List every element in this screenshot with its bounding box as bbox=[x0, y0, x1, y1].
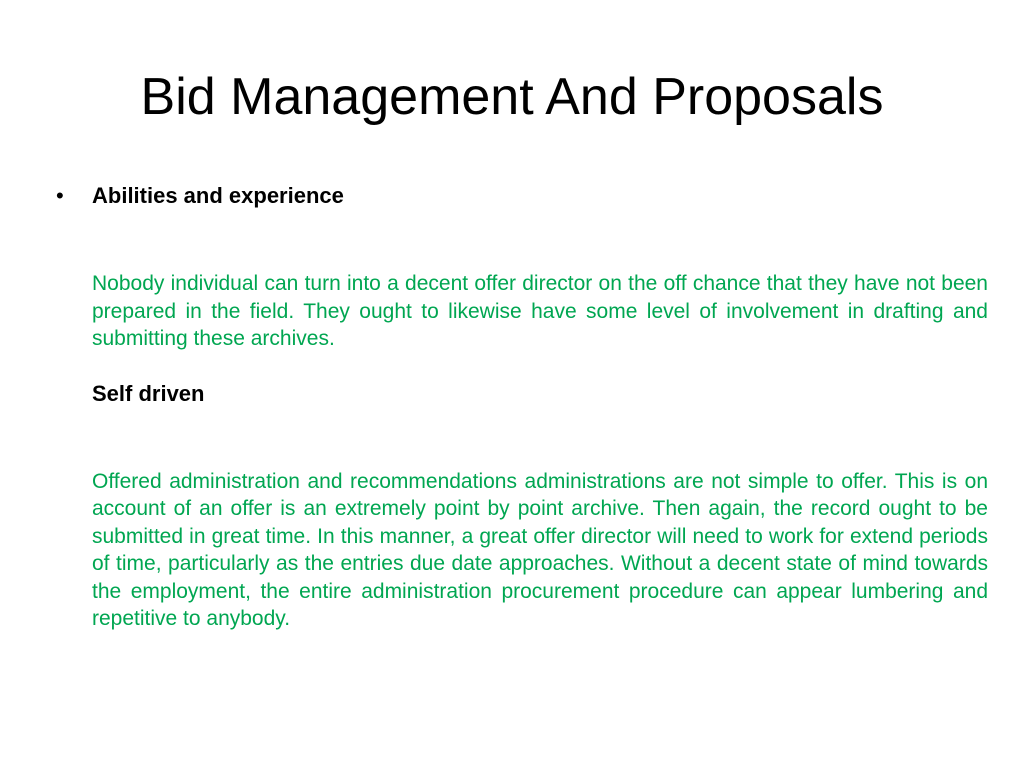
bullet-item bbox=[56, 182, 988, 633]
section-heading-self-driven: Self driven bbox=[92, 380, 205, 406]
section-paragraph-abilities: Nobody individual can turn into a decent offer director on the off chance that they have not been prepared in the field. They ought to likewise have some level of involvement in drafting and submitting these archives. bbox=[92, 272, 988, 350]
section-heading-abilities: Abilities and experience bbox=[92, 183, 344, 208]
section-paragraph-self-driven: Offered administration and recommendations administrations are not simple to offer. This is on account of an offer is an extremely point by point archive. Then again, the record ought to be submitted in great time. In this manner, a great offer director will need to work for extend periods of time, particularly as the entries due date approaches. Without a decent state of mind towards the employment, the entire administration procurement procedure can appear lumbering and repetitive to anybody. bbox=[92, 469, 988, 630]
bullet-icon: • bbox=[56, 183, 64, 208]
slide-content bbox=[56, 182, 988, 633]
slide-title: Bid Management And Proposals bbox=[140, 68, 884, 126]
